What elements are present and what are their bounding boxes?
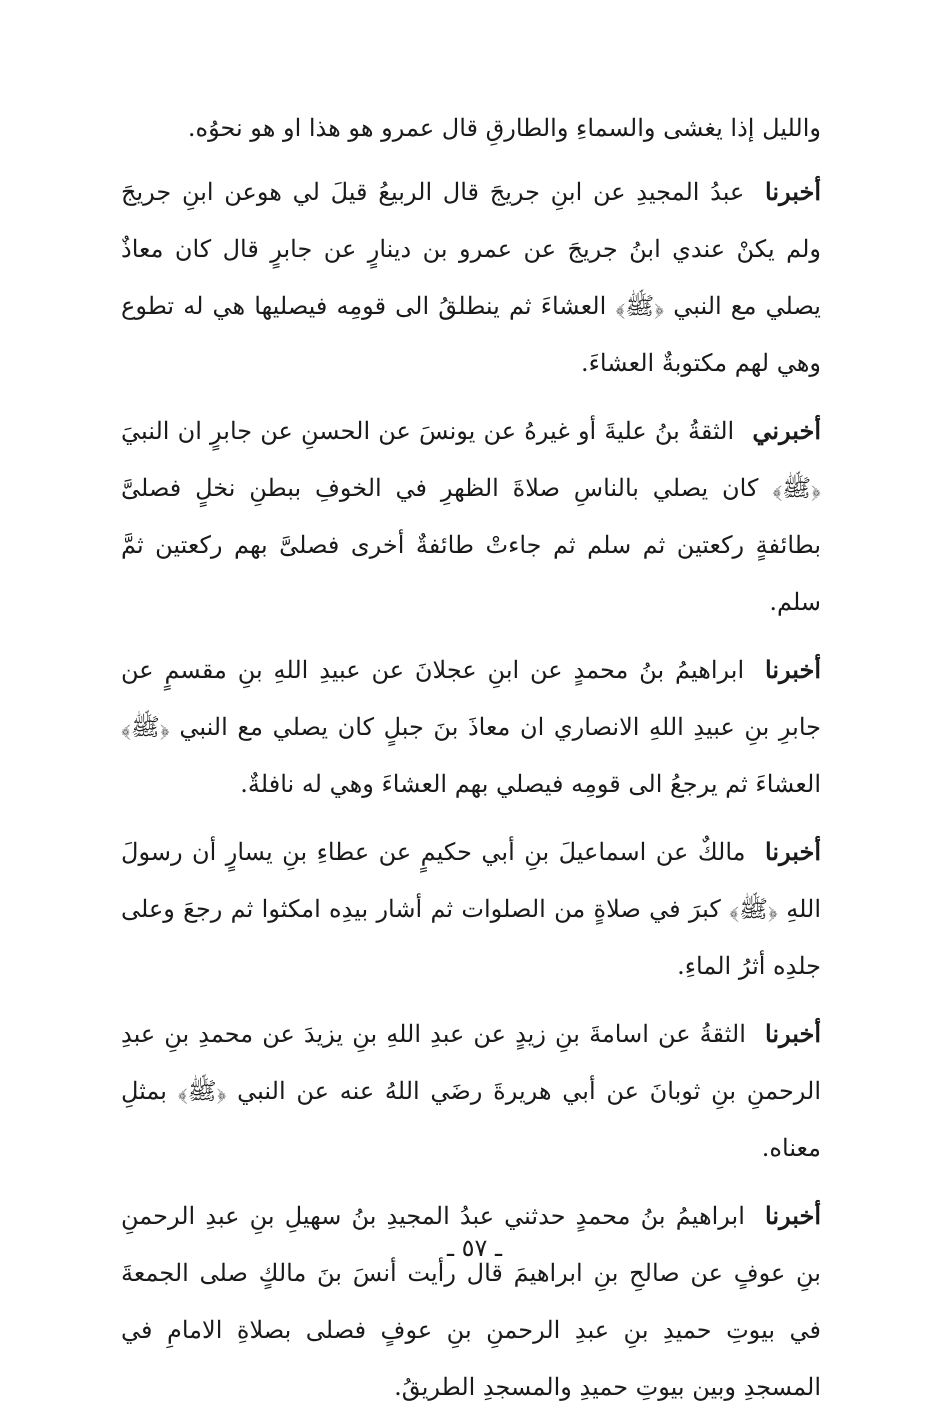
- paragraph-6: [121, 1005, 821, 1177]
- paragraph-lead: أخبرنا: [765, 655, 821, 684]
- paragraph-7: [121, 1187, 821, 1416]
- page-number: ـ ٥٧ ـ: [446, 1234, 503, 1262]
- paragraph-text: مالكٌ عن اسماعيلَ بنِ أبي حكيمٍ عن عطاءِ بنِ يسارٍ أن رسولَ اللهِ ﴿ﷺ﴾ كبرَ في صلاةٍ من الصلوات ثم أشار بيدِه امكثوا ثم رجعَ وعلى جلدِه أثرُ الماءِ.: [121, 838, 821, 980]
- paragraph-text: ابراهيمُ بنُ محمدٍ حدثني عبدُ المجيدِ بنُ سهيلِ بنِ عبدِ الرحمنِ بنِ عوفٍ عن صالحِ بنِ ابراهيمَ قال رأيت أنسَ بنَ مالكٍ صلى الجمعةَ في بيوتِ حميدِ بنِ عبدِ الرحمنِ بنِ عوفٍ فصلى بصلاةِ الامامِ في المسجدِ وبين بيوتِ حميدِ والمسجدِ الطريقُ.: [121, 1202, 821, 1401]
- paragraph-lead: أخبرنا: [765, 1019, 821, 1048]
- paragraph-text: والليل إذا يغشى والسماءِ والطارقِ قال عمرو هو هذا او هو نحوُه.: [187, 114, 821, 142]
- paragraph-text: عبدُ المجيدِ عن ابنِ جريجَ قال الربيعُ قيلَ لي هوعن ابنِ جريجَ ولم يكنْ عندي ابنُ جريجَ عن عمرو بن دينارٍ عن جابرٍ قال كان معاذٌ يصلي مع النبي ﴿ﷺ﴾ العشاءَ ثم ينطلقُ الى قومِه فيصليها هي له تطوع وهي لهم مكتوبةٌ العشاءَ.: [121, 178, 821, 377]
- paragraph-5: [121, 823, 821, 995]
- paragraph-text: ابراهيمُ بنُ محمدٍ عن ابنِ عجلانَ عن عبيدِ اللهِ بنِ مقسمٍ عن جابرِ بنِ عبيدِ اللهِ الانصاري ان معاذَ بنَ جبلٍ كان يصلي مع النبي ﴿ﷺ﴾ العشاءَ ثم يرجعُ الى قومِه فيصلي بهم العشاءَ وهي له نافلةٌ.: [121, 656, 822, 798]
- paragraph-4: [121, 641, 821, 813]
- paragraph-text: الثقةُ بنُ عليةَ أو غيرهُ عن يونسَ عن الحسنِ عن جابرٍ ان النبيَ ﴿ﷺ﴾ كان يصلي بالناسِ صلاةَ الظهرِ في الخوفِ ببطنِ نخلٍ فصلىَّ بطائفةٍ ركعتين ثم سلم ثم جاءتْ طائفةٌ أخرى فصلىَّ بهم ركعتين ثمَّ سلم.: [121, 417, 821, 616]
- paragraph-lead: أخبرنا: [765, 837, 821, 866]
- paragraph-text: الثقةُ عن اسامةَ بنِ زيدٍ عن عبدِ اللهِ بنِ يزيدَ عن محمدِ بنِ عبدِ الرحمنِ بنِ ثوبانَ عن أبي هريرةَ رضَي اللهُ عنه عن النبي ﴿ﷺ﴾ بمثلِ معناه.: [121, 1020, 821, 1162]
- paragraph-lead: أخبرنا: [765, 177, 821, 206]
- paragraph-lead: أخبرني: [752, 416, 821, 445]
- paragraph-lead: أخبرنا: [765, 1201, 821, 1230]
- paragraph-1: [121, 100, 821, 157]
- page-body: [121, 100, 821, 1426]
- paragraph-3: [121, 402, 821, 631]
- paragraph-2: [121, 163, 821, 392]
